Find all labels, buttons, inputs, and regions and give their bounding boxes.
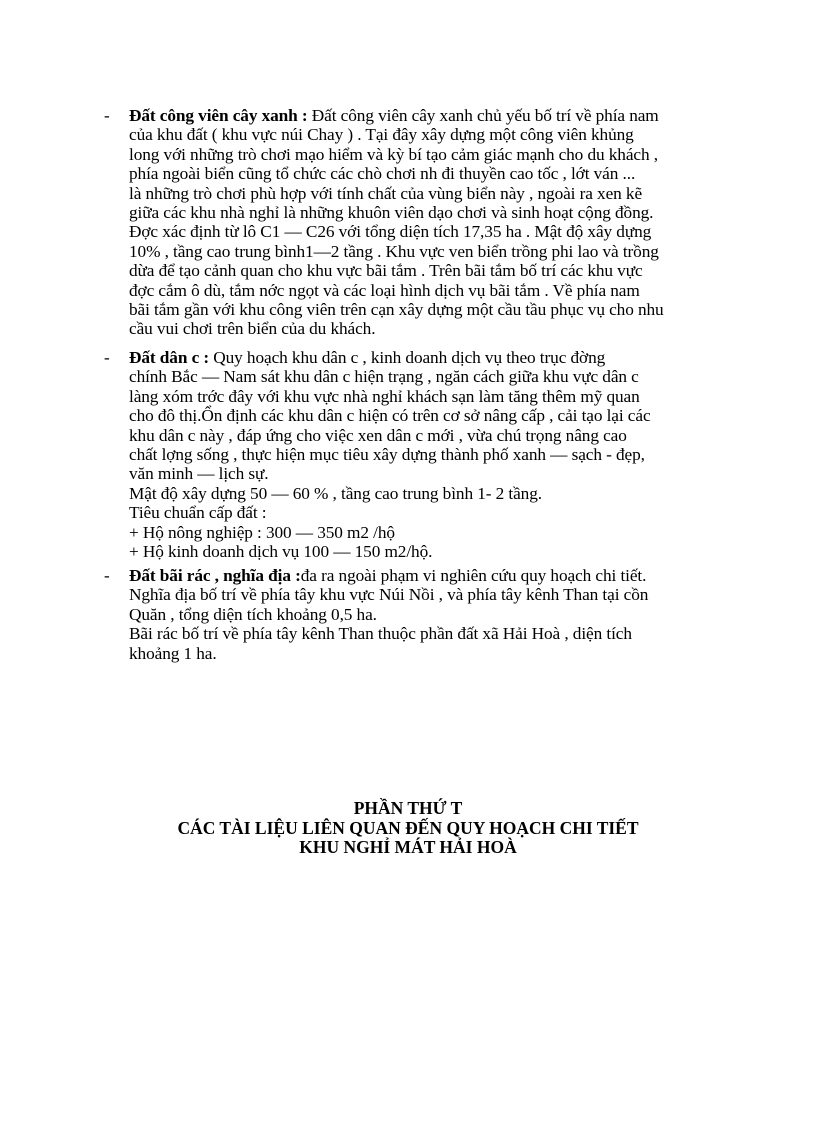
paragraph-line: văn minh — lịch sự. bbox=[129, 464, 269, 484]
bullet-dash: - bbox=[104, 566, 110, 585]
paragraph-line: là những trò chơi phù hợp với tính chất của vùng biển này , ngoài ra xen kẽ bbox=[129, 183, 643, 203]
paragraph-line: giữa các khu nhà nghỉ là những khuôn viên dạo chơi và sinh hoạt cộng đồng. bbox=[129, 203, 654, 223]
paragraph-line: long với những trò chơi mạo hiểm và kỳ bí tạo cảm giác mạnh cho du khách , bbox=[129, 144, 658, 164]
section-body bbox=[129, 106, 763, 339]
paragraph-line: làng xóm trớc đây với khu vực nhà nghỉ khách sạn làm tăng thêm mỹ quan bbox=[129, 386, 640, 406]
paragraph-line: phía ngoài biển cũng tổ chức các chò chơi nh đi thuyền cao tốc , lớt ván ... bbox=[129, 164, 636, 184]
section-body bbox=[129, 566, 763, 663]
section-body bbox=[129, 348, 763, 561]
paragraph-line: khu dân c này , đáp ứng cho việc xen dân c mới , vừa chú trọng nâng cao bbox=[129, 425, 627, 445]
paragraph-line: Mật độ xây dựng 50 — 60 % , tầng cao trung bình 1- 2 tầng. bbox=[129, 483, 542, 503]
part-subtitle-line: KHU NGHỈ MÁT HẢI HOÀ bbox=[299, 837, 517, 857]
section-heading: Đất bãi rác , nghĩa địa : bbox=[129, 566, 301, 585]
paragraph-line: Nghĩa địa bố trí về phía tây khu vực Núi Nồi , và phía tây kênh Than tại cồn bbox=[129, 585, 649, 605]
paragraph-line: cầu vui chơi trên biển của du khách. bbox=[129, 319, 376, 339]
bullet-dash: - bbox=[104, 106, 110, 125]
paragraph-line: Đất bãi rác , nghĩa địa :đa ra ngoài phạm vi nghiên cứu quy hoạch chi tiết. bbox=[129, 566, 647, 585]
paragraph-line: chất lợng sống , thực hiện mục tiêu xây dựng thành phố xanh — sạch - đẹp, bbox=[129, 445, 645, 465]
paragraph-line: Quăn , tổng diện tích khoảng 0,5 ha. bbox=[129, 604, 377, 624]
paragraph-line: Đợc xác định từ lô C1 — C26 với tổng diện tích 17,35 ha . Mật độ xây dựng bbox=[129, 222, 652, 242]
paragraph-line: 10% , tầng cao trung bình1—2 tầng . Khu vực ven biển trồng phi lao và trồng bbox=[129, 241, 659, 261]
paragraph-line: Bãi rác bố trí về phía tây kênh Than thuộc phần đất xã Hải Hoà , diện tích bbox=[129, 624, 632, 644]
paragraph-line: Đất công viên cây xanh : Đất công viên cây xanh chủ yếu bố trí về phía nam bbox=[129, 106, 659, 125]
paragraph-line: Tiêu chuẩn cấp đất : bbox=[129, 503, 267, 523]
paragraph-line: bãi tắm gần với khu công viên trên cạn xây dựng một cầu tầu phục vụ cho nhu bbox=[129, 300, 664, 320]
paragraph-line: khoảng 1 ha. bbox=[129, 643, 217, 663]
paragraph-line: chính Bắc — Nam sát khu dân c hiện trạng , ngăn cách giữa khu vực dân c bbox=[129, 367, 639, 387]
paragraph-line: đợc cắm ô dù, tắm nớc ngọt và các loại hình dịch vụ bãi tắm . Về phía nam bbox=[129, 280, 640, 300]
paragraph-line: Đất dân c : Quy hoạch khu dân c , kinh doanh dịch vụ theo trục đờng bbox=[129, 348, 606, 367]
paragraph-line: dừa để tạo cảnh quan cho khu vực bãi tắm . Trên bãi tắm bố trí các khu vực bbox=[129, 261, 643, 281]
paragraph-line: cho đô thị.Ổn định các khu dân c hiện có trên cơ sở nâng cấp , cải tạo lại các bbox=[129, 406, 651, 426]
paragraph-line: của khu đất ( khu vực núi Chay ) . Tại đây xây dựng một công viên khủng bbox=[129, 125, 634, 145]
part-title-line: CÁC TÀI LIỆU LIÊN QUAN ĐẾN QUY HOẠCH CHI TIẾT bbox=[177, 818, 639, 838]
part-number-title: PHẦN THỨ T bbox=[353, 798, 463, 818]
paragraph-line: + Hộ nông nghiệp : 300 — 350 m2 /hộ bbox=[129, 522, 395, 542]
paragraph-line: + Hộ kinh doanh dịch vụ 100 — 150 m2/hộ. bbox=[129, 542, 433, 562]
bullet-dash: - bbox=[104, 348, 110, 367]
section-heading: Đất dân c : bbox=[129, 348, 210, 367]
section-heading: Đất công viên cây xanh : bbox=[129, 106, 308, 125]
